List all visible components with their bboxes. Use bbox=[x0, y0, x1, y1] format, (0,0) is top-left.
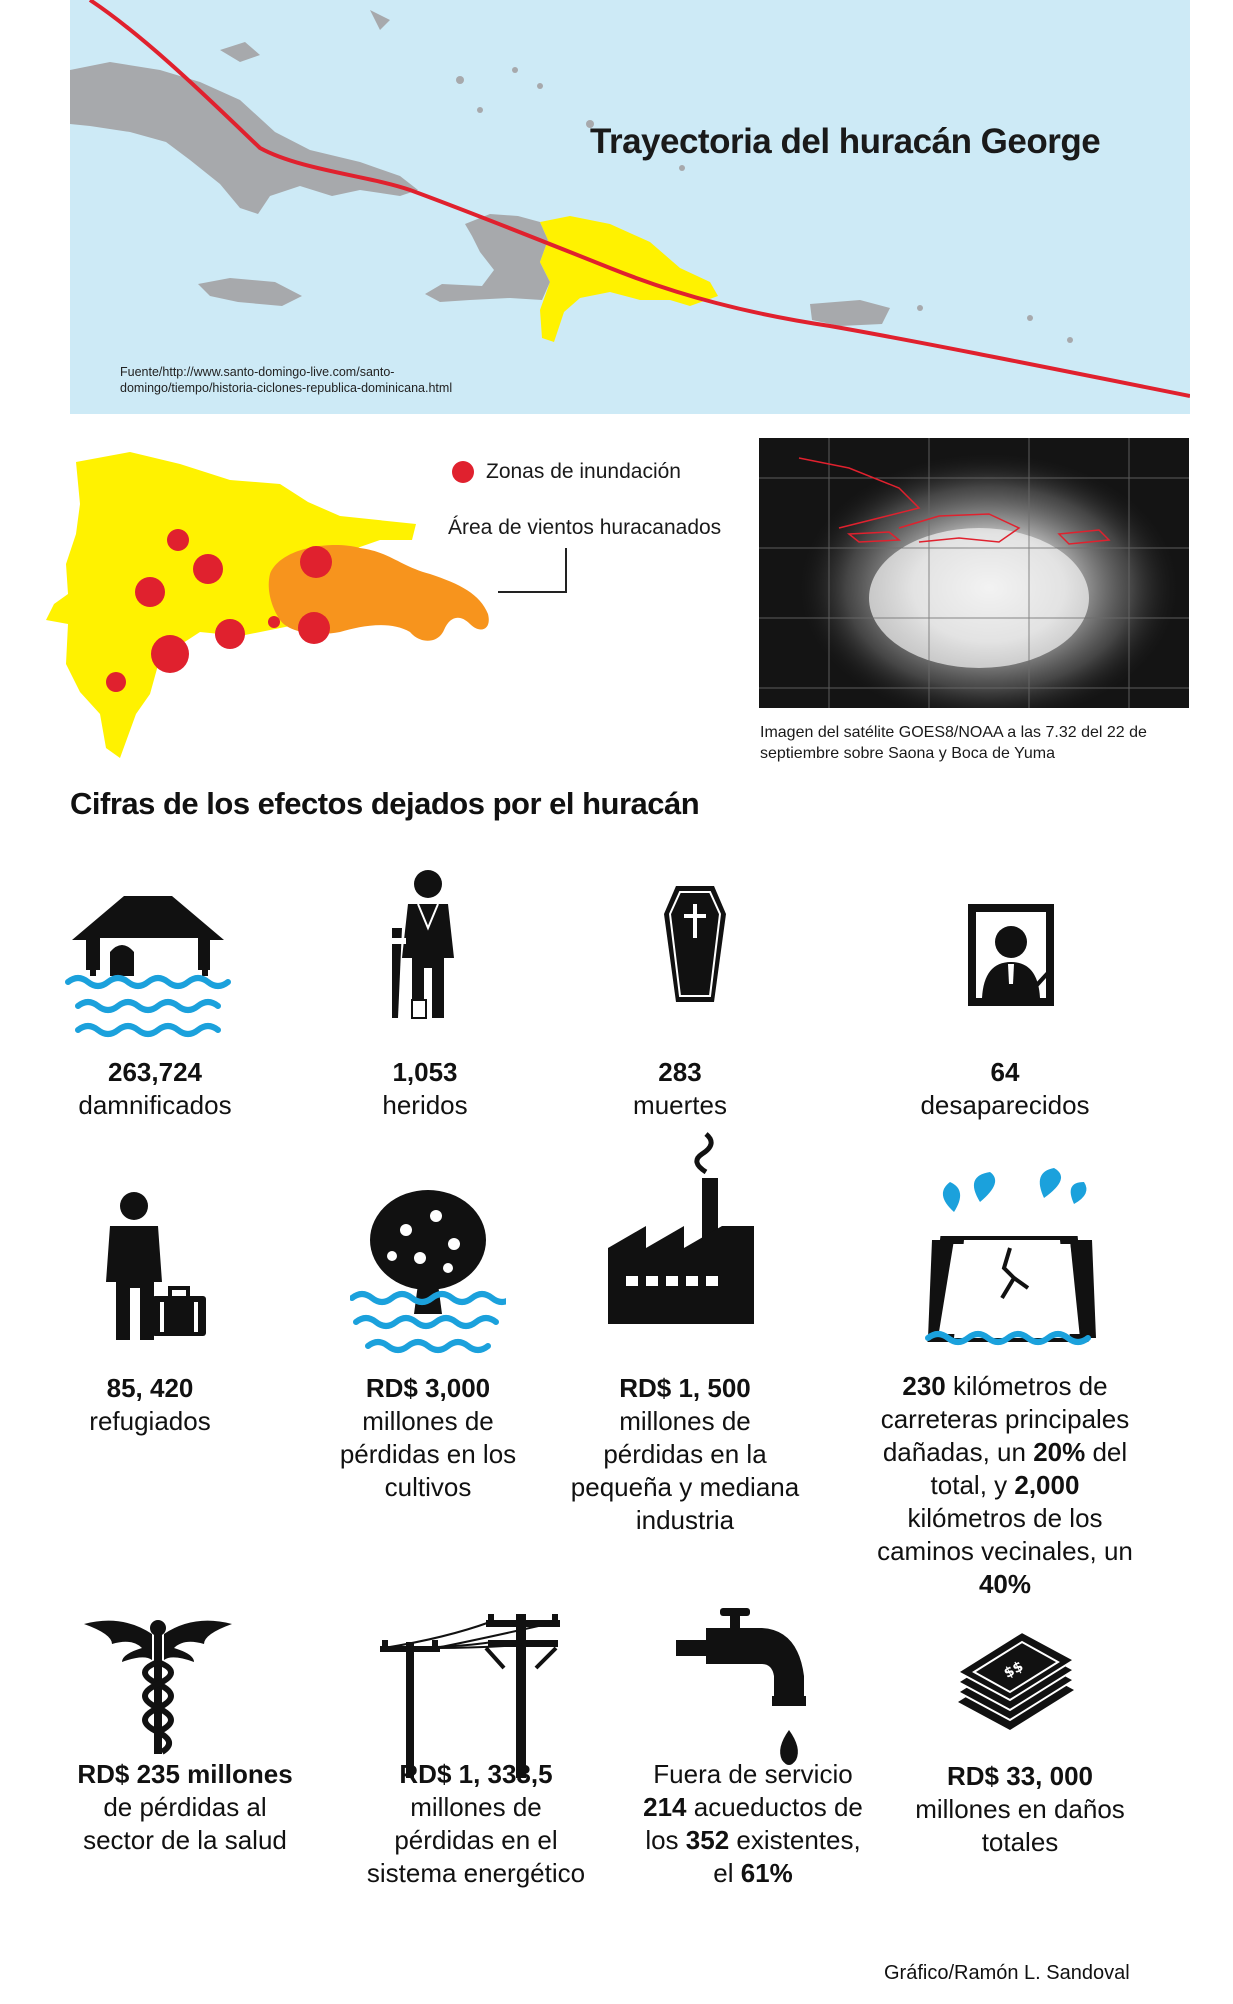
flood-zone bbox=[268, 616, 280, 628]
puerto-rico-land bbox=[810, 300, 890, 326]
stat-desaparecidos bbox=[890, 1056, 1120, 1122]
stat-label: desaparecidos bbox=[920, 1090, 1090, 1120]
stat-text: existentes, bbox=[729, 1825, 861, 1855]
stat-line: millones de bbox=[619, 1406, 751, 1436]
stat-value: 230 bbox=[902, 1371, 946, 1401]
haiti-land bbox=[425, 214, 550, 302]
wind-legend-label: Área de vientos huracanados bbox=[448, 516, 722, 539]
stat-text: dañadas, un bbox=[882, 1437, 1034, 1467]
stat-value: 85, 420 bbox=[106, 1373, 194, 1403]
stat-value: 2,000 bbox=[1014, 1470, 1080, 1500]
injured-person-icon bbox=[382, 868, 472, 1028]
flood-zone bbox=[151, 635, 189, 673]
damaged-road-icon bbox=[924, 1168, 1100, 1352]
stat-value: 214 bbox=[643, 1792, 687, 1822]
map-source bbox=[120, 364, 540, 396]
money-stack-icon bbox=[954, 1626, 1078, 1736]
stat-line: de pérdidas al bbox=[103, 1792, 267, 1822]
flood-zone bbox=[300, 546, 332, 578]
legend-leader-line bbox=[496, 546, 568, 596]
stat-label: refugiados bbox=[89, 1406, 211, 1436]
stat-line: sector de la salud bbox=[83, 1825, 287, 1855]
stat-line: millones de bbox=[362, 1406, 494, 1436]
flood-zone bbox=[215, 619, 245, 649]
flood-legend-dot bbox=[452, 461, 474, 483]
stat-value: 263,724 bbox=[108, 1057, 202, 1087]
caribbean-map bbox=[70, 0, 1190, 414]
stat-muertes bbox=[590, 1056, 770, 1122]
stat-text: los bbox=[645, 1825, 686, 1855]
stat-line: Fuera de servicio bbox=[653, 1759, 853, 1789]
stat-text: acueductos de bbox=[686, 1792, 863, 1822]
stat-value: 352 bbox=[685, 1825, 730, 1855]
stat-value: 64 bbox=[990, 1057, 1020, 1087]
coffin-icon bbox=[662, 884, 728, 1004]
svg-text:$$: $$ bbox=[1001, 1658, 1027, 1682]
stat-line: sistema energético bbox=[366, 1858, 586, 1888]
stat-value: RD$ 1, 333,5 bbox=[399, 1759, 553, 1789]
stat-line: pérdidas en el bbox=[394, 1825, 558, 1855]
stat-line: carreteras principales bbox=[880, 1404, 1130, 1434]
section-title: Cifras de los efectos dejados por el huracán bbox=[70, 786, 700, 821]
stat-text: total, y bbox=[930, 1470, 1015, 1500]
stat-line: cultivos bbox=[384, 1472, 472, 1502]
stat-refugiados bbox=[60, 1372, 240, 1438]
flood-zone bbox=[193, 554, 223, 584]
flooded-crop-tree-icon bbox=[350, 1184, 506, 1354]
flooded-house-icon bbox=[64, 890, 234, 1050]
stat-line: caminos vecinales, un bbox=[877, 1536, 1133, 1566]
refugee-with-suitcase-icon bbox=[100, 1192, 210, 1342]
dominican-republic-effects-map bbox=[40, 444, 560, 764]
stat-damnificados bbox=[50, 1056, 260, 1122]
missing-person-portrait-icon bbox=[966, 902, 1056, 1008]
water-faucet-icon bbox=[676, 1606, 816, 1770]
stat-totales bbox=[900, 1760, 1140, 1859]
cuba-land bbox=[70, 62, 418, 214]
stat-line: pequeña y mediana bbox=[570, 1472, 800, 1502]
stat-line: industria bbox=[635, 1505, 735, 1535]
dominican-republic-land bbox=[540, 216, 718, 342]
flood-legend-label: Zonas de inundación bbox=[486, 460, 681, 483]
stat-industria bbox=[560, 1372, 810, 1537]
stat-label: heridos bbox=[382, 1090, 468, 1120]
stat-label: damnificados bbox=[78, 1090, 232, 1120]
source-line-1: Fuente/http://www.santo-domingo-live.com/santo- bbox=[120, 365, 395, 379]
caduceus-health-icon bbox=[82, 1614, 234, 1756]
flood-zone bbox=[135, 577, 165, 607]
stat-text: kilómetros de bbox=[945, 1371, 1108, 1401]
stat-line: totales bbox=[981, 1827, 1059, 1857]
stat-acueductos bbox=[628, 1758, 878, 1890]
flood-zone bbox=[298, 612, 330, 644]
stat-energia bbox=[356, 1758, 596, 1890]
stat-line: pérdidas en los bbox=[339, 1439, 517, 1469]
flood-zone bbox=[167, 529, 189, 551]
stat-carreteras bbox=[860, 1370, 1150, 1601]
stat-salud bbox=[60, 1758, 310, 1857]
power-line-pole-icon bbox=[376, 1608, 576, 1780]
satellite-caption: Imagen del satélite GOES8/NOAA a las 7.32 del 22 de septiembre sobre Saona y Boca de Yuma bbox=[760, 724, 1147, 762]
stat-value: RD$ 235 millones bbox=[77, 1759, 293, 1789]
stat-line: kilómetros de los bbox=[907, 1503, 1103, 1533]
stat-value: RD$ 1, 500 bbox=[619, 1373, 751, 1403]
stat-value: 40% bbox=[978, 1569, 1032, 1599]
stat-text: del bbox=[1085, 1437, 1128, 1467]
stat-line: millones de bbox=[410, 1792, 542, 1822]
stat-value: RD$ 3,000 bbox=[365, 1373, 491, 1403]
hurricane-track-map bbox=[70, 0, 1190, 414]
jamaica-land bbox=[198, 278, 302, 306]
satellite-image bbox=[759, 438, 1189, 708]
factory-icon bbox=[606, 1130, 756, 1330]
stat-heridos bbox=[330, 1056, 520, 1122]
stat-text: el bbox=[713, 1858, 741, 1888]
graphic-credit: Gráfico/Ramón L. Sandoval bbox=[884, 1962, 1130, 1984]
map-title: Trayectoria del huracán George bbox=[590, 122, 1101, 161]
stat-label: muertes bbox=[633, 1090, 727, 1120]
stat-value: 61% bbox=[740, 1858, 793, 1888]
stat-value: 20% bbox=[1033, 1437, 1086, 1467]
stat-value: 1,053 bbox=[392, 1057, 458, 1087]
stat-line: pérdidas en la bbox=[603, 1439, 767, 1469]
stat-line: millones en daños bbox=[915, 1794, 1125, 1824]
flood-zone bbox=[106, 672, 126, 692]
stat-value: 283 bbox=[658, 1057, 702, 1087]
stat-value: RD$ 33, 000 bbox=[947, 1761, 1093, 1791]
source-line-2: domingo/tiempo/historia-ciclones-republica-dominicana.html bbox=[120, 381, 453, 395]
stat-cultivos bbox=[318, 1372, 538, 1504]
